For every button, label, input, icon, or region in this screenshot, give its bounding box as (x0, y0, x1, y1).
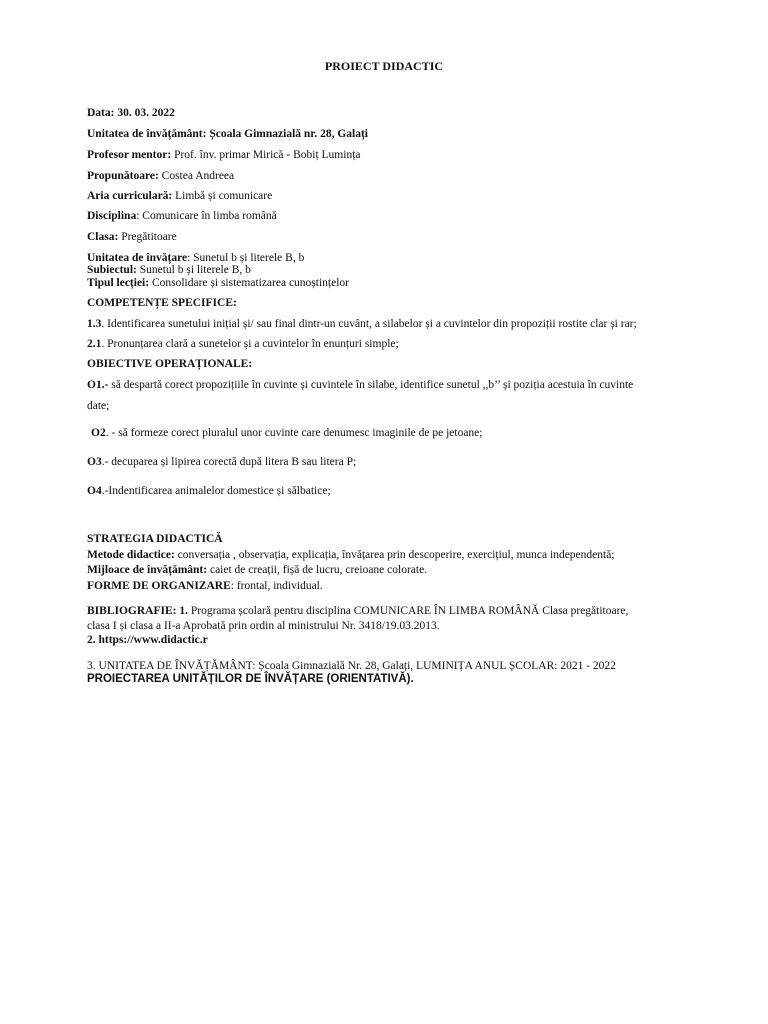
means-value: caiet de creații, fișă de lucru, creioane colorate. (207, 564, 428, 576)
lesson-type-value: Consolidare și sistematizarea cunoștințelor (149, 277, 349, 289)
objective-number: O1.- (87, 379, 109, 391)
competence-number: 2.1 (87, 338, 102, 350)
proposer-label: Propunătoare: (87, 170, 159, 182)
date-line: Data: 30. 03. 2022 (87, 107, 175, 119)
competence-number: 1.3 (87, 318, 102, 330)
means-line (87, 563, 747, 577)
discipline-label: Disciplina (87, 210, 137, 222)
competence-text: . Pronunțarea clară a sunetelor și a cuvintelor în enunțuri simple; (101, 338, 399, 350)
strategy-heading: STRATEGIA DIDACTICĂ (87, 533, 223, 545)
competences-heading: COMPETENȚE SPECIFICE: (87, 297, 237, 309)
bibliography-line-2: clasa I și clasa a II-a Aprobată prin ordin al ministrului Nr. 3418/19.03.2013. (87, 620, 440, 632)
class-line (87, 230, 747, 244)
objective-o4 (87, 484, 747, 498)
competence-item (87, 317, 747, 331)
discipline-line (87, 209, 747, 223)
objective-o3 (87, 455, 747, 469)
mentor-label: Profesor mentor: (87, 149, 172, 161)
curricular-area-value: Limbă și comunicare (172, 190, 273, 202)
proposer-line (87, 169, 747, 183)
objective-o1-continuation: date; (87, 400, 110, 412)
subject-label: Subiectul: (87, 264, 137, 276)
proposer-value: Costea Andreea (158, 170, 235, 182)
discipline-value: : Comunicare în limba română (136, 210, 277, 222)
learning-unit-label: Unitatea de învățare (87, 252, 188, 264)
competence-item (87, 337, 747, 351)
lesson-type-line (87, 276, 747, 290)
bibliography-line-3: 3. UNITATEA DE ÎNVĂȚĂMÂNT: Școala Gimnazială Nr. 28, Galați, LUMINIȚA ANUL ȘCOLAR: 2021 - 2022 (87, 660, 616, 672)
class-label: Clasa: (87, 231, 119, 243)
school-unit-line: Unitatea de învățământ: Școala Gimnazială nr. 28, Galați (87, 128, 369, 140)
mentor-line (87, 148, 747, 162)
forms-label: FORME DE ORGANIZARE (87, 580, 231, 592)
objective-number: O3 (87, 456, 102, 468)
competence-text: . Identificarea sunetului inițial și/ sau final dintr-un cuvânt, a silabelor și a cuvintelor din propoziții rostite clar și rar; (101, 318, 637, 330)
class-value: Pregătitoare (118, 231, 177, 243)
means-label: Mijloace de învățământ: (87, 564, 208, 576)
objective-o2 (91, 426, 751, 440)
methods-line (87, 548, 747, 562)
bibliography-link[interactable]: 2. https://www.didactic.r (87, 634, 208, 646)
curricular-area-label: Aria curriculară: (87, 190, 173, 202)
bibliography-label: BIBLIOGRAFIE: 1. (87, 605, 188, 617)
objectives-heading: OBIECTIVE OPERAȚIONALE: (87, 358, 253, 370)
bibliography-text: Programa școlară pentru disciplina COMUNICARE ÎN LIMBA ROMÂNĂ Clasa pregătitoare, (187, 605, 629, 617)
objective-number: O2 (91, 427, 106, 439)
learning-unit-value: : Sunetul b și literele B, b (187, 252, 305, 264)
planning-heading: PROIECTAREA UNITĂȚILOR DE ÎNVĂȚARE (ORIENTATIVĂ). (87, 673, 414, 685)
forms-value: : frontal, individual. (230, 580, 323, 592)
page-title: PROIECT DIDACTIC (324, 59, 444, 73)
objective-text: .- decuparea și lipirea corectă după litera B sau litera P; (101, 456, 357, 468)
methods-label: Metode didactice: (87, 549, 175, 561)
subject-line (87, 263, 747, 277)
curricular-area-line (87, 189, 747, 203)
objective-text: să despartă corect propozițiile în cuvinte și cuvintele în silabe, identifice sunetul ,,b’’ și poziția acestuia în cuvinte (108, 379, 634, 391)
forms-line (87, 579, 747, 593)
objective-text: . - să formeze corect pluralul unor cuvinte care denumesc imaginile de pe jetoane; (105, 427, 483, 439)
subject-value: Sunetul b și literele B, b (136, 264, 251, 276)
lesson-type-label: Tipul lecției: (87, 277, 150, 289)
objective-o1 (87, 378, 747, 392)
methods-value: conversația , observația, explicația, învățarea prin descoperire, exercițiul, munca independentă; (174, 549, 615, 561)
objective-text: .-Indentificarea animalelor domestice și sălbatice; (101, 485, 331, 497)
objective-number: O4 (87, 485, 102, 497)
bibliography-line-1 (87, 604, 747, 618)
mentor-value: Prof. înv. primar Mirică - Bobiț Lumința (171, 149, 361, 161)
